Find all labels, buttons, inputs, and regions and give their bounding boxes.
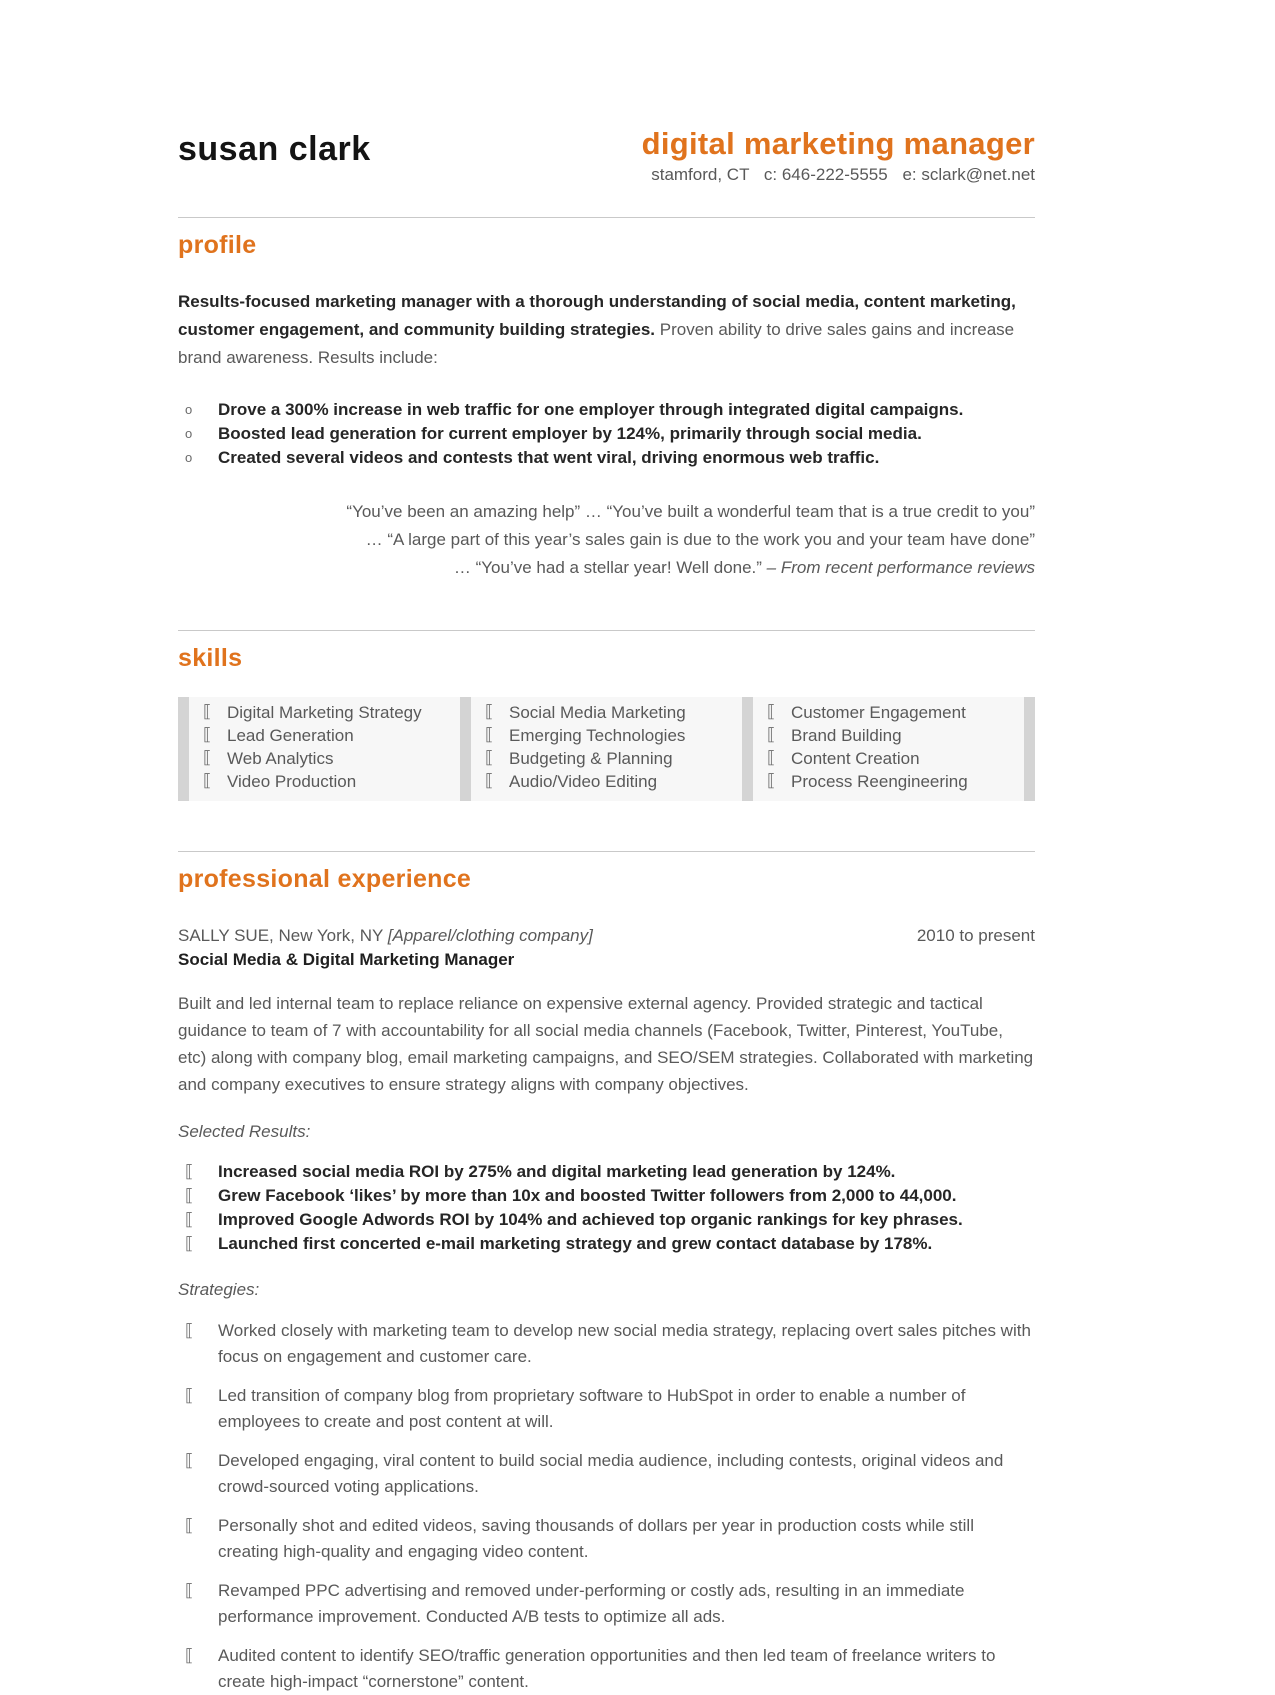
job-headline: digital marketing manager	[641, 126, 1035, 161]
skill-label: Process Reengineering	[791, 772, 968, 791]
strategy-text: Personally shot and edited videos, saving thousands of dollars per year in production costs while still creating high-quality and engaging video content.	[218, 1516, 974, 1561]
list-item	[481, 724, 738, 747]
square-bullet-icon: ⟦	[185, 1234, 194, 1254]
skills-table	[178, 697, 1035, 801]
strategy-text: Worked closely with marketing team to develop new social media strategy, replacing overt sales pitches with focus on engagement and customer care.	[218, 1321, 1031, 1366]
circle-bullet-icon: o	[185, 450, 193, 465]
list-item	[763, 724, 1020, 747]
quote-text: … “You’ve had a stellar year! Well done.”	[453, 558, 767, 577]
square-bullet-icon: ⟦	[203, 725, 212, 745]
contact-email: e: sclark@net.net	[902, 165, 1035, 184]
quote-attribution: – From recent performance reviews	[766, 558, 1035, 577]
list-item	[178, 1578, 1035, 1630]
square-bullet-icon: ⟦	[203, 771, 212, 791]
company-name: SALLY SUE, New York, NY	[178, 926, 388, 945]
list-item	[178, 1513, 1035, 1565]
person-name: susan clark	[178, 130, 371, 168]
quotes-block	[178, 498, 1035, 582]
skill-label: Video Production	[227, 772, 357, 791]
list-item	[763, 701, 1020, 724]
list-item	[178, 1643, 1035, 1695]
square-bullet-icon: ⟦	[485, 702, 494, 722]
square-bullet-icon: ⟦	[767, 702, 776, 722]
selected-results-label: Selected Results:	[178, 1122, 311, 1141]
skill-label: Lead Generation	[227, 726, 354, 745]
profile-intro-bold: Results-focused marketing manager with a thorough understanding of social media, content marketing, customer engagement, and community building strategies.	[178, 292, 1016, 339]
square-bullet-icon: ⟦	[185, 1321, 194, 1341]
bullet-text: Created several videos and contests that went viral, driving enormous web traffic.	[218, 448, 880, 467]
square-bullet-icon: ⟦	[185, 1162, 194, 1182]
results-list	[178, 1160, 1035, 1256]
list-item	[481, 701, 738, 724]
square-bullet-icon: ⟦	[185, 1581, 194, 1601]
square-bullet-icon: ⟦	[767, 771, 776, 791]
quote-line: … “A large part of this year’s sales gain is due to the work you and your team have done”	[365, 530, 1035, 549]
skill-label: Audio/Video Editing	[509, 772, 658, 791]
square-bullet-icon: ⟦	[203, 748, 212, 768]
list-item	[199, 747, 456, 770]
result-text: Grew Facebook ‘likes’ by more than 10x and boosted Twitter followers from 2,000 to 44,000.	[218, 1186, 957, 1205]
list-item	[763, 770, 1020, 793]
profile-heading: profile	[178, 231, 257, 259]
skills-heading: skills	[178, 644, 243, 672]
result-text: Increased social media ROI by 275% and digital marketing lead generation by 124%.	[218, 1162, 896, 1181]
square-bullet-icon: ⟦	[185, 1646, 194, 1666]
square-bullet-icon: ⟦	[767, 725, 776, 745]
square-bullet-icon: ⟦	[767, 748, 776, 768]
result-text: Launched first concerted e-mail marketing strategy and grew contact database by 178%.	[218, 1234, 933, 1253]
square-bullet-icon: ⟦	[485, 725, 494, 745]
list-item	[178, 446, 1035, 470]
circle-bullet-icon: o	[185, 426, 193, 441]
skills-column-3	[742, 697, 1024, 801]
square-bullet-icon: ⟦	[185, 1210, 194, 1230]
result-text: Improved Google Adwords ROI by 104% and achieved top organic rankings for key phrases.	[218, 1210, 963, 1229]
experience-summary: Built and led internal team to replace reliance on expensive external agency. Provided strategic and tactical guidance to team of 7 with accountability for all social media channels (Facebook, Twitter, Pinterest, YouTube, etc) along with company blog, email marketing campaigns, and SEO/SEM strategies. Collaborated with marketing and company executives to ensure strategy aligns with company objectives.	[178, 994, 1034, 1094]
list-item	[178, 1184, 1035, 1208]
list-item	[178, 1318, 1035, 1370]
list-item	[178, 1232, 1035, 1256]
profile-intro	[178, 288, 1035, 372]
strategies-list	[178, 1318, 1035, 1695]
list-item	[481, 770, 738, 793]
job-title: Social Media & Digital Marketing Manager	[178, 950, 515, 969]
square-bullet-icon: ⟦	[203, 702, 212, 722]
company-row	[178, 924, 1035, 948]
strategies-label: Strategies:	[178, 1280, 260, 1299]
contact-location: stamford, CT	[651, 165, 750, 184]
strategy-text: Audited content to identify SEO/traffic generation opportunities and then led team of freelance writers to create high-impact “cornerstone” content.	[218, 1646, 996, 1691]
header-right	[642, 126, 1035, 185]
list-item	[178, 1160, 1035, 1184]
list-item	[481, 747, 738, 770]
bullet-text: Drove a 300% increase in web traffic for one employer through integrated digital campaigns.	[218, 400, 964, 419]
skill-label: Brand Building	[791, 726, 902, 745]
list-item	[199, 724, 456, 747]
profile-bullet-list	[178, 398, 1035, 470]
skills-column-2	[460, 697, 742, 801]
square-bullet-icon: ⟦	[185, 1186, 194, 1206]
skill-label: Content Creation	[791, 749, 920, 768]
divider	[178, 851, 1035, 852]
square-bullet-icon: ⟦	[185, 1451, 194, 1471]
contact-phone: c: 646-222-5555	[763, 165, 888, 184]
skill-label: Budgeting & Planning	[509, 749, 673, 768]
list-item	[199, 701, 456, 724]
skill-label: Digital Marketing Strategy	[227, 703, 422, 722]
list-item	[178, 422, 1035, 446]
list-item	[178, 1448, 1035, 1500]
list-item	[199, 770, 456, 793]
header	[178, 126, 1035, 185]
profile-intro-rest: Proven ability to drive sales gains and increase brand awareness. Results include:	[178, 320, 1015, 367]
contact-line	[642, 165, 1035, 185]
skills-column-1	[178, 697, 460, 801]
list-item	[178, 398, 1035, 422]
square-bullet-icon: ⟦	[485, 748, 494, 768]
square-bullet-icon: ⟦	[485, 771, 494, 791]
strategy-text: Led transition of company blog from proprietary software to HubSpot in order to enable a number of employees to create and post content at will.	[218, 1386, 966, 1431]
square-bullet-icon: ⟦	[185, 1386, 194, 1406]
divider	[178, 630, 1035, 631]
experience-heading: professional experience	[178, 865, 472, 893]
bullet-text: Boosted lead generation for current employer by 124%, primarily through social media.	[218, 424, 922, 443]
skill-label: Web Analytics	[227, 749, 334, 768]
employment-dates: 2010 to present	[916, 926, 1035, 945]
list-item	[178, 1208, 1035, 1232]
list-item	[763, 747, 1020, 770]
list-item	[178, 1383, 1035, 1435]
skill-label: Social Media Marketing	[509, 703, 686, 722]
quote-line	[178, 554, 1035, 582]
strategy-text: Revamped PPC advertising and removed under-performing or costly ads, resulting in an immediate performance improvement. Conducted A/B tests to optimize all ads.	[218, 1581, 965, 1626]
company-note: [Apparel/clothing company]	[387, 926, 593, 945]
square-bullet-icon: ⟦	[185, 1516, 194, 1536]
company-line	[178, 924, 593, 948]
skills-endcap	[1024, 697, 1035, 801]
strategy-text: Developed engaging, viral content to build social media audience, including contests, original videos and crowd-sourced voting applications.	[218, 1451, 1004, 1496]
circle-bullet-icon: o	[185, 402, 193, 417]
quote-line: “You’ve been an amazing help” … “You’ve built a wonderful team that is a true credit to you”	[346, 502, 1035, 521]
skill-label: Customer Engagement	[791, 703, 966, 722]
divider	[178, 217, 1035, 218]
skill-label: Emerging Technologies	[509, 726, 686, 745]
